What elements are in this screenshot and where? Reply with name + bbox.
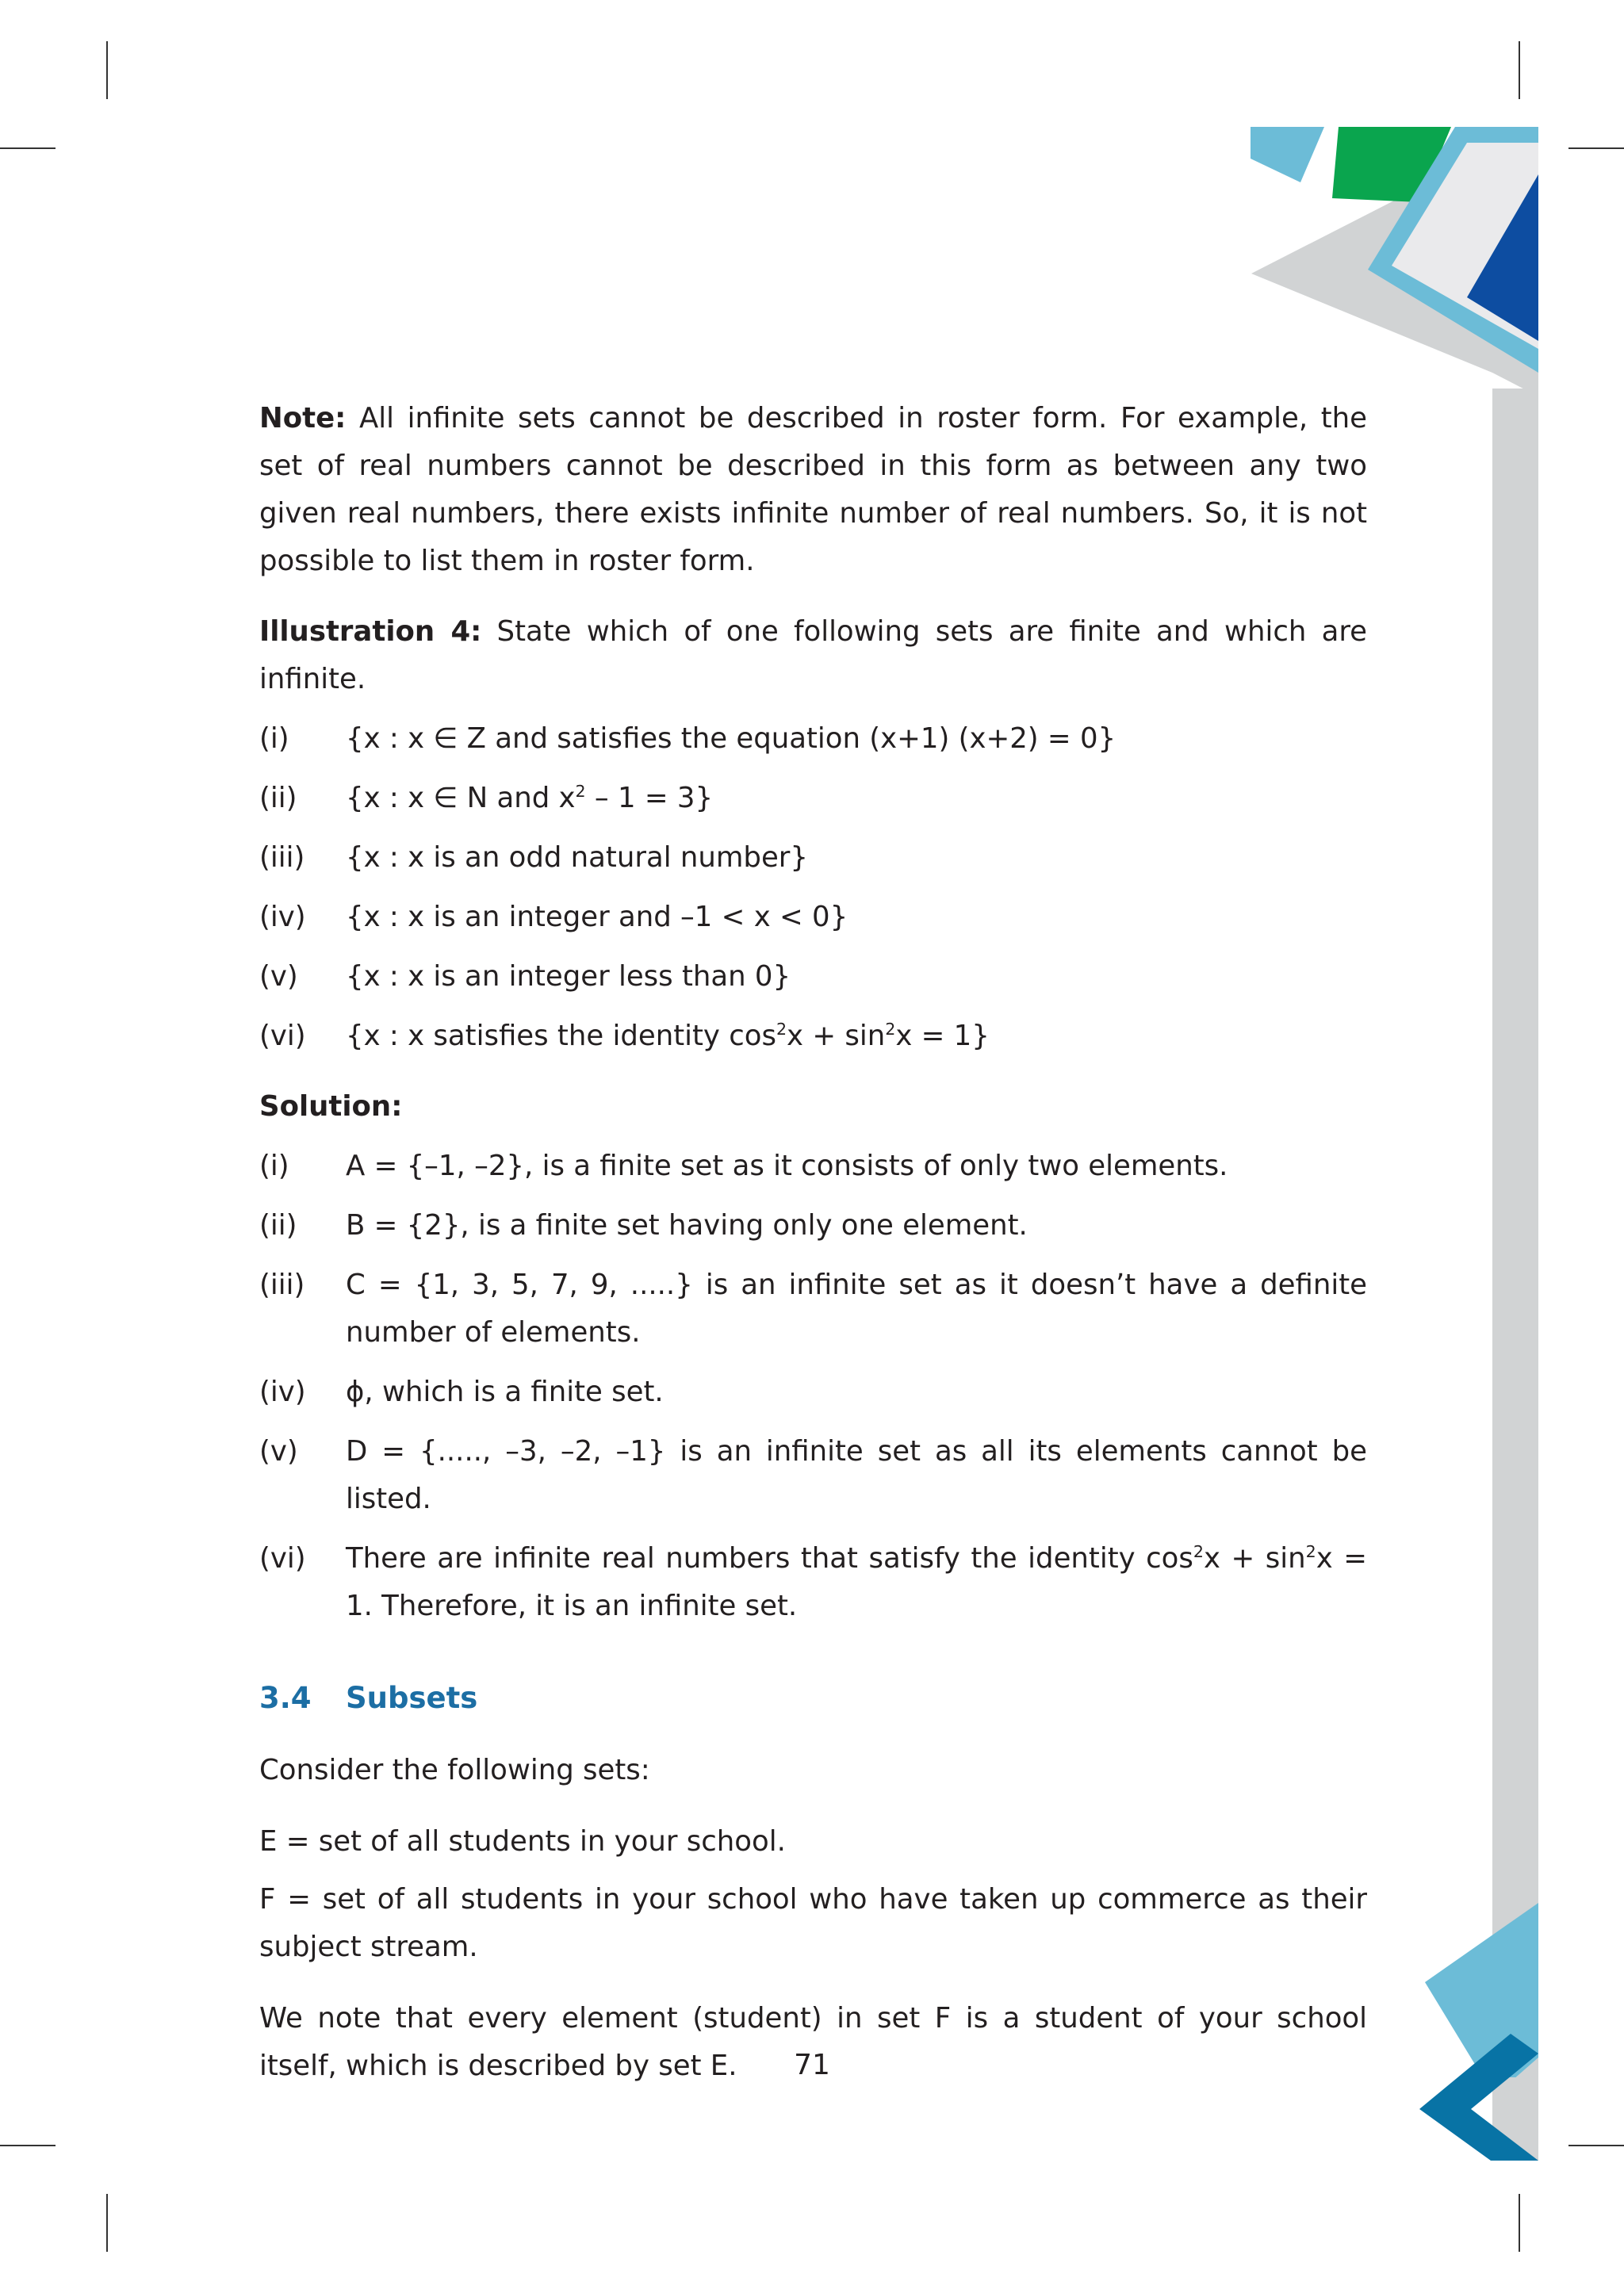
side-gray-band <box>1492 389 1538 2161</box>
item-text: {x : x is an integer less than 0} <box>346 960 791 993</box>
item-number: (v) <box>259 1435 298 1468</box>
top-light-blue-shape <box>1251 127 1324 182</box>
list-item <box>259 1261 1367 1357</box>
list-item <box>259 715 1367 763</box>
item-text: There are infinite real numbers that satisfy the identity $\cos^2x + \sin^2x = 1$. Therefore, it is an infinite set. <box>346 1542 1367 1622</box>
list-item <box>259 953 1367 1001</box>
page-number: 71 <box>794 2049 830 2081</box>
item-number: (i) <box>259 1150 289 1182</box>
illustration-heading <box>259 608 1367 703</box>
list-item <box>259 1428 1367 1523</box>
list-item <box>259 1202 1367 1250</box>
item-number: (iii) <box>259 841 305 874</box>
item-text: ϕ, which is a finite set. <box>346 1376 664 1408</box>
item-text: A = {–1, –2}, is a finite set as it consists of only two elements. <box>346 1150 1228 1182</box>
note-paragraph <box>259 395 1367 585</box>
item-number: (iii) <box>259 1269 305 1301</box>
item-number: (ii) <box>259 782 297 814</box>
item-number: (ii) <box>259 1209 297 1242</box>
page-content <box>259 395 1367 2090</box>
closing-paragraph: We note that every element (student) in set F is a student of your school itself, which is described by set E. <box>259 2002 1367 2082</box>
item-number: (vi) <box>259 1542 306 1575</box>
list-item <box>259 894 1367 941</box>
set-e-definition: E = set of all students in your school. <box>259 1825 786 1858</box>
illustration-list <box>259 715 1367 1060</box>
set-f-definition: F = set of all students in your school who have taken up commerce as their subject stream. <box>259 1883 1367 1963</box>
list-item <box>259 1143 1367 1190</box>
item-text: {x : x ∈ N and $x^2 - 1 = 3$} <box>346 782 714 814</box>
note-label: Note: <box>259 402 347 434</box>
solution-heading: Solution: <box>259 1090 403 1123</box>
intro-paragraph: Consider the following sets: <box>259 1754 650 1786</box>
item-number: (v) <box>259 960 298 993</box>
illustration-text: State which of one following sets are finite and which are infinite. <box>259 615 1367 695</box>
item-number: (vi) <box>259 1020 306 1052</box>
item-number: (iv) <box>259 901 306 933</box>
item-text: {x : x is an odd natural number} <box>346 841 808 874</box>
section-title: Subsets <box>346 1681 478 1715</box>
list-item <box>259 834 1367 882</box>
section-number: 3.4 <box>259 1681 312 1715</box>
section-heading <box>259 1675 1367 1722</box>
note-text: All infinite sets cannot be described in roster form. For example, the set of real numbers cannot be described in this form as between any two given real numbers, there exists infinite number of real numbers. So, it is not possible to list them in roster form. <box>259 402 1367 577</box>
list-item <box>259 1535 1367 1630</box>
item-text: D = {....., –3, –2, –1} is an infinite set as all its elements cannot be listed. <box>346 1435 1367 1515</box>
item-number: (i) <box>259 722 289 755</box>
item-text: C = {1, 3, 5, 7, 9, .....} is an infinite set as it doesn’t have a definite number of elements. <box>346 1269 1367 1349</box>
item-text: B = {2}, is a finite set having only one element. <box>346 1209 1028 1242</box>
list-item <box>259 775 1367 822</box>
item-text: {x : x satisfies the identity $\cos^2x + \sin^2x = 1$} <box>346 1020 990 1052</box>
item-text: {x : x is an integer and –1 < x < 0} <box>346 901 848 933</box>
solution-list <box>259 1143 1367 1630</box>
illustration-label: Illustration 4: <box>259 615 482 648</box>
item-number: (iv) <box>259 1376 306 1408</box>
list-item <box>259 1013 1367 1060</box>
list-item <box>259 1369 1367 1416</box>
item-text: {x : x ∈ Z and satisfies the equation (x+1) (x+2) = 0} <box>346 722 1116 755</box>
